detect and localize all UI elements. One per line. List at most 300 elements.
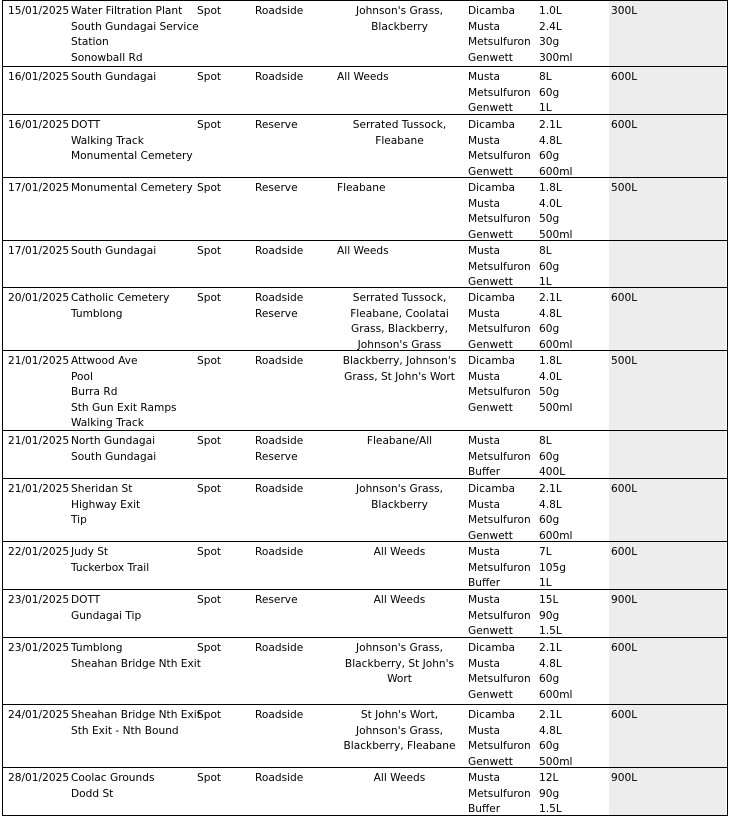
quantity-cell <box>539 4 572 66</box>
quantity-line: 600ml <box>539 165 573 178</box>
location-line: South Gundagai <box>71 245 157 257</box>
quantity-line: 1L <box>539 276 552 289</box>
quantity-cell <box>539 482 572 544</box>
volume-cell: 500L <box>611 182 638 194</box>
quantity-line: 4.8L <box>539 134 562 147</box>
site-type-cell <box>255 118 298 134</box>
table-row <box>2 479 728 542</box>
chemical-line: Genwett <box>468 688 513 701</box>
location-cell <box>71 244 156 260</box>
quantity-cell <box>539 708 572 770</box>
quantity-cell <box>539 118 572 180</box>
location-line: DOTT <box>71 594 101 606</box>
location-cell <box>71 593 141 624</box>
date-cell: 23/01/2025 <box>8 642 70 654</box>
chemical-line: Metsulfuron <box>468 86 531 99</box>
weeds-cell: Serrated Tussock, Fleabane <box>352 119 447 147</box>
site-type-line: Roadside <box>255 435 304 447</box>
site-type-line: Roadside <box>255 483 304 495</box>
location-line: Attwood Ave <box>71 355 138 367</box>
chemical-line: Metsulfuron <box>468 514 531 527</box>
table-border-left <box>2 479 3 541</box>
chemical-line: Dicamba <box>468 483 515 495</box>
volume-cell: 900L <box>611 772 638 784</box>
table-row <box>2 590 728 638</box>
volume-column-shade <box>609 431 726 478</box>
quantity-line: 400L <box>539 466 566 479</box>
location-line: Sheahan Bridge Nth Exit <box>71 657 201 670</box>
location-line: Catholic Cemetery <box>71 292 170 304</box>
chemical-line: Dicamba <box>468 182 515 194</box>
location-cell <box>71 4 199 66</box>
quantity-line: 60g <box>539 260 560 273</box>
table-border-left <box>2 542 3 589</box>
quantity-line: 4.0L <box>539 197 562 210</box>
quantity-line: 4.8L <box>539 657 562 670</box>
quantity-line: 8L <box>539 71 552 83</box>
table-border-left <box>2 638 3 704</box>
location-line: Coolac Grounds <box>71 772 155 784</box>
method-cell: Spot <box>197 483 222 495</box>
date-cell: 16/01/2025 <box>8 119 70 131</box>
chemical-cell <box>468 641 531 703</box>
weeds-cell: Serrated Tussock, Fleabane, Coolatai Grass, Blackberry, Johnson's Grass <box>350 292 449 351</box>
quantity-line: 4.8L <box>539 724 562 737</box>
location-line: DOTT <box>71 119 101 131</box>
chemical-line: Musta <box>468 197 501 210</box>
quantity-line: 60g <box>539 514 560 527</box>
quantity-line: 60g <box>539 740 560 753</box>
volume-cell: 900L <box>611 594 638 606</box>
chemical-cell <box>468 291 531 353</box>
date-cell: 17/01/2025 <box>8 245 70 257</box>
weeds-cell: All Weeds <box>373 772 426 784</box>
quantity-line: 4.8L <box>539 498 562 511</box>
method-cell: Spot <box>197 709 222 721</box>
location-line: Sheridan St <box>71 483 133 495</box>
location-line: Tuckerbox Trail <box>71 561 150 574</box>
quantity-line: 4.0L <box>539 370 562 383</box>
volume-column-shade <box>609 241 726 287</box>
chemical-line: Musta <box>468 546 501 558</box>
site-type-cell <box>255 4 303 20</box>
chemical-cell <box>468 482 531 544</box>
date-cell: 20/01/2025 <box>8 292 70 304</box>
location-line: Monumental Cemetery <box>71 182 193 194</box>
quantity-line: 500ml <box>539 228 573 241</box>
quantity-line: 60g <box>539 673 560 686</box>
location-line: Monumental Cemetery <box>71 150 193 163</box>
location-line: South Gundagai Service <box>71 20 199 33</box>
location-line: Judy St <box>71 546 109 558</box>
location-cell <box>71 771 154 802</box>
chemical-line: Musta <box>468 245 501 257</box>
chemical-line: Musta <box>468 370 501 383</box>
table-border-right <box>727 479 728 541</box>
quantity-cell <box>539 291 572 353</box>
table-border-right <box>727 178 728 240</box>
site-type-cell <box>255 70 303 86</box>
weeds-cell: Fleabane/All <box>366 435 433 447</box>
quantity-line: 8L <box>539 245 552 257</box>
weeds-cell: All Weeds <box>373 546 426 558</box>
quantity-line: 300ml <box>539 51 573 64</box>
quantity-line: 2.4L <box>539 20 562 33</box>
location-line: Tumblong <box>71 642 123 654</box>
table-border-right <box>727 431 728 478</box>
chemical-line: Genwett <box>468 276 513 289</box>
chemical-cell <box>468 593 531 640</box>
quantity-line: 500ml <box>539 401 573 414</box>
chemical-line: Dicamba <box>468 292 515 304</box>
location-cell <box>71 181 193 197</box>
chemical-cell <box>468 118 531 180</box>
table-border-left <box>2 431 3 478</box>
chemical-cell <box>468 70 531 117</box>
quantity-line: 50g <box>539 386 560 399</box>
quantity-line: 60g <box>539 150 560 163</box>
quantity-line: 500ml <box>539 755 573 768</box>
table-border-right <box>727 768 728 815</box>
quantity-line: 8L <box>539 435 552 447</box>
table-border-left <box>2 351 3 430</box>
method-cell: Spot <box>197 546 222 558</box>
chemical-cell <box>468 354 531 416</box>
chemical-line: Genwett <box>468 51 513 64</box>
site-type-line: Roadside <box>255 772 304 784</box>
location-cell <box>71 291 169 322</box>
table-border-right <box>727 1 728 66</box>
volume-cell: 600L <box>611 642 638 654</box>
site-type-cell <box>255 641 303 657</box>
method-cell: Spot <box>197 772 222 784</box>
table-row <box>2 115 728 178</box>
location-cell <box>71 545 149 576</box>
site-type-line: Reserve <box>255 307 298 320</box>
chemical-line: Metsulfuron <box>468 609 531 622</box>
quantity-line: 1L <box>539 577 552 590</box>
table-border-left <box>2 241 3 287</box>
method-cell: Spot <box>197 245 222 257</box>
location-line: Sth Exit - Nth Bound <box>71 724 179 737</box>
spray-record-table <box>2 0 728 816</box>
quantity-line: 600ml <box>539 338 573 351</box>
date-cell: 16/01/2025 <box>8 71 70 83</box>
quantity-line: 1.5L <box>539 803 562 816</box>
chemical-line: Musta <box>468 657 501 670</box>
method-cell: Spot <box>197 642 222 654</box>
chemical-line: Musta <box>468 435 501 447</box>
chemical-line: Metsulfuron <box>468 260 531 273</box>
chemical-line: Metsulfuron <box>468 323 531 336</box>
date-cell: 17/01/2025 <box>8 182 70 194</box>
quantity-cell <box>539 434 565 481</box>
quantity-line: 7L <box>539 546 552 558</box>
weeds-cell: Blackberry, Johnson's Grass, St John's Wort <box>342 355 457 383</box>
chemical-line: Dicamba <box>468 642 515 654</box>
chemical-line: Musta <box>468 594 501 606</box>
volume-cell: 600L <box>611 71 638 83</box>
chemical-line: Genwett <box>468 755 513 768</box>
chemical-line: Musta <box>468 724 501 737</box>
volume-cell: 600L <box>611 292 638 304</box>
site-type-cell <box>255 244 303 260</box>
quantity-line: 1.5L <box>539 625 562 638</box>
quantity-line: 1.8L <box>539 182 562 194</box>
table-row <box>2 67 728 115</box>
method-cell: Spot <box>197 5 222 17</box>
site-type-line: Reserve <box>255 119 298 131</box>
location-line: Sonowball Rd <box>71 51 143 64</box>
date-cell: 21/01/2025 <box>8 355 70 367</box>
location-cell <box>71 118 193 165</box>
location-line: Sth Gun Exit Ramps <box>71 401 177 414</box>
site-type-cell <box>255 482 303 498</box>
quantity-line: 600ml <box>539 529 573 542</box>
quantity-line: 1.8L <box>539 355 562 367</box>
method-cell: Spot <box>197 182 222 194</box>
site-type-cell <box>255 771 303 787</box>
table-border-right <box>727 288 728 350</box>
volume-cell: 600L <box>611 709 638 721</box>
chemical-cell <box>468 434 531 481</box>
quantity-line: 2.1L <box>539 709 562 721</box>
quantity-line: 2.1L <box>539 119 562 131</box>
quantity-line: 1L <box>539 102 552 115</box>
chemical-line: Metsulfuron <box>468 787 531 800</box>
quantity-line: 2.1L <box>539 642 562 654</box>
site-type-line: Reserve <box>255 594 298 606</box>
location-cell <box>71 708 201 739</box>
table-row <box>2 178 728 241</box>
weeds-cell: St John's Wort, Johnson's Grass, Blackberry, Fleabane <box>343 709 456 753</box>
location-line: Gundagai Tip <box>71 609 142 622</box>
volume-cell: 600L <box>611 546 638 558</box>
chemical-line: Genwett <box>468 529 513 542</box>
chemical-line: Musta <box>468 20 501 33</box>
weeds-cell: Johnson's Grass, Blackberry <box>355 483 443 511</box>
site-type-cell <box>255 593 298 609</box>
site-type-line: Roadside <box>255 355 304 367</box>
quantity-line: 60g <box>539 323 560 336</box>
site-type-line: Reserve <box>255 450 298 463</box>
chemical-line: Genwett <box>468 102 513 115</box>
quantity-line: 2.1L <box>539 292 562 304</box>
date-cell: 24/01/2025 <box>8 709 70 721</box>
chemical-cell <box>468 708 531 770</box>
location-cell <box>71 482 140 529</box>
location-cell <box>71 354 177 432</box>
chemical-line: Metsulfuron <box>468 561 531 574</box>
site-type-line: Reserve <box>255 182 298 194</box>
chemical-line: Musta <box>468 498 501 511</box>
weeds-cell: All Weeds <box>337 245 389 257</box>
site-type-line: Roadside <box>255 245 304 257</box>
date-cell: 21/01/2025 <box>8 483 70 495</box>
quantity-line: 90g <box>539 609 560 622</box>
date-cell: 21/01/2025 <box>8 435 70 447</box>
location-line: Highway Exit <box>71 498 141 511</box>
chemical-line: Genwett <box>468 625 513 638</box>
table-border-right <box>727 351 728 430</box>
chemical-line: Musta <box>468 307 501 320</box>
location-line: North Gundagai <box>71 435 156 447</box>
chemical-line: Metsulfuron <box>468 150 531 163</box>
table-row <box>2 638 728 705</box>
quantity-line: 60g <box>539 86 560 99</box>
site-type-cell <box>255 291 303 322</box>
date-cell: 22/01/2025 <box>8 546 70 558</box>
table-row <box>2 431 728 479</box>
chemical-cell <box>468 545 531 592</box>
site-type-line: Roadside <box>255 71 304 83</box>
chemical-line: Genwett <box>468 401 513 414</box>
location-line: Walking Track <box>71 417 144 430</box>
table-border-left <box>2 115 3 177</box>
location-line: South Gundagai <box>71 71 157 83</box>
location-line: Tumblong <box>71 307 123 320</box>
weeds-cell: Fleabane <box>337 182 386 194</box>
location-line: Walking Track <box>71 134 144 147</box>
location-cell <box>71 641 201 672</box>
quantity-line: 15L <box>539 594 559 606</box>
site-type-cell <box>255 434 303 465</box>
quantity-cell <box>539 771 562 818</box>
method-cell: Spot <box>197 119 222 131</box>
chemical-line: Metsulfuron <box>468 740 531 753</box>
site-type-cell <box>255 545 303 561</box>
quantity-line: 2.1L <box>539 483 562 495</box>
quantity-line: 60g <box>539 450 560 463</box>
table-row <box>2 542 728 590</box>
chemical-cell <box>468 771 531 818</box>
chemical-line: Musta <box>468 71 501 83</box>
volume-cell: 500L <box>611 355 638 367</box>
quantity-line: 4.8L <box>539 307 562 320</box>
date-cell: 23/01/2025 <box>8 594 70 606</box>
location-line: Tip <box>71 514 87 527</box>
table-border-left <box>2 178 3 240</box>
quantity-line: 30g <box>539 36 560 49</box>
table-border-right <box>727 705 728 767</box>
chemical-line: Metsulfuron <box>468 673 531 686</box>
site-type-cell <box>255 181 298 197</box>
table-border-right <box>727 638 728 704</box>
chemical-line: Metsulfuron <box>468 36 531 49</box>
quantity-line: 105g <box>539 561 566 574</box>
chemical-line: Dicamba <box>468 709 515 721</box>
chemical-line: Metsulfuron <box>468 450 531 463</box>
table-row <box>2 288 728 351</box>
location-line: Burra Rd <box>71 386 118 399</box>
method-cell: Spot <box>197 594 222 606</box>
table-border-right <box>727 590 728 637</box>
chemical-line: Metsulfuron <box>468 213 531 226</box>
quantity-cell <box>539 244 559 291</box>
quantity-cell <box>539 545 566 592</box>
chemical-line: Buffer <box>468 803 501 816</box>
chemical-line: Musta <box>468 134 501 147</box>
table-row <box>2 351 728 431</box>
chemical-line: Buffer <box>468 577 501 590</box>
table-border-left <box>2 67 3 114</box>
quantity-line: 600ml <box>539 688 573 701</box>
quantity-cell <box>539 641 572 703</box>
table-border-left <box>2 1 3 66</box>
chemical-line: Genwett <box>468 228 513 241</box>
table-border-right <box>727 241 728 287</box>
site-type-line: Roadside <box>255 546 304 558</box>
table-border-right <box>727 115 728 177</box>
location-line: South Gundagai <box>71 450 157 463</box>
chemical-cell <box>468 4 531 66</box>
chemical-line: Dicamba <box>468 119 515 131</box>
method-cell: Spot <box>197 435 222 447</box>
table-row <box>2 705 728 768</box>
chemical-line: Dicamba <box>468 355 515 367</box>
location-line: Station <box>71 36 109 49</box>
date-cell: 28/01/2025 <box>8 772 70 784</box>
quantity-cell <box>539 70 559 117</box>
quantity-line: 90g <box>539 787 560 800</box>
volume-cell: 300L <box>611 5 638 17</box>
location-cell <box>71 434 156 465</box>
table-border-right <box>727 542 728 589</box>
weeds-cell: All Weeds <box>337 71 389 83</box>
quantity-cell <box>539 593 562 640</box>
table-row <box>2 0 728 67</box>
site-type-line: Roadside <box>255 709 304 721</box>
site-type-cell <box>255 354 303 370</box>
method-cell: Spot <box>197 71 222 83</box>
table-border-left <box>2 590 3 637</box>
location-line: Sheahan Bridge Nth Exit <box>71 709 201 721</box>
chemical-line: Metsulfuron <box>468 386 531 399</box>
volume-cell: 600L <box>611 483 638 495</box>
chemical-line: Genwett <box>468 165 513 178</box>
table-row <box>2 768 728 816</box>
date-cell: 15/01/2025 <box>8 5 70 17</box>
location-line: Water Filtration Plant <box>71 5 183 17</box>
chemical-cell <box>468 244 531 291</box>
quantity-line: 50g <box>539 213 560 226</box>
site-type-cell <box>255 708 303 724</box>
table-row <box>2 241 728 288</box>
weeds-cell: All Weeds <box>373 594 426 606</box>
site-type-line: Roadside <box>255 292 304 304</box>
table-border-left <box>2 705 3 767</box>
table-border-left <box>2 288 3 350</box>
site-type-line: Roadside <box>255 642 304 654</box>
method-cell: Spot <box>197 292 222 304</box>
method-cell: Spot <box>197 355 222 367</box>
chemical-line: Dicamba <box>468 5 515 17</box>
site-type-line: Roadside <box>255 5 304 17</box>
location-line: Pool <box>71 370 93 383</box>
chemical-line: Buffer <box>468 466 501 479</box>
weeds-cell: Johnson's Grass, Blackberry, St John's Wort <box>344 642 455 686</box>
chemical-line: Musta <box>468 772 501 784</box>
table-border-right <box>727 67 728 114</box>
table-border-left <box>2 768 3 815</box>
chemical-line: Genwett <box>468 338 513 351</box>
volume-cell: 600L <box>611 119 638 131</box>
quantity-line: 1.0L <box>539 5 562 17</box>
quantity-line: 12L <box>539 772 559 784</box>
quantity-cell <box>539 354 572 416</box>
quantity-cell <box>539 181 572 243</box>
location-cell <box>71 70 156 86</box>
